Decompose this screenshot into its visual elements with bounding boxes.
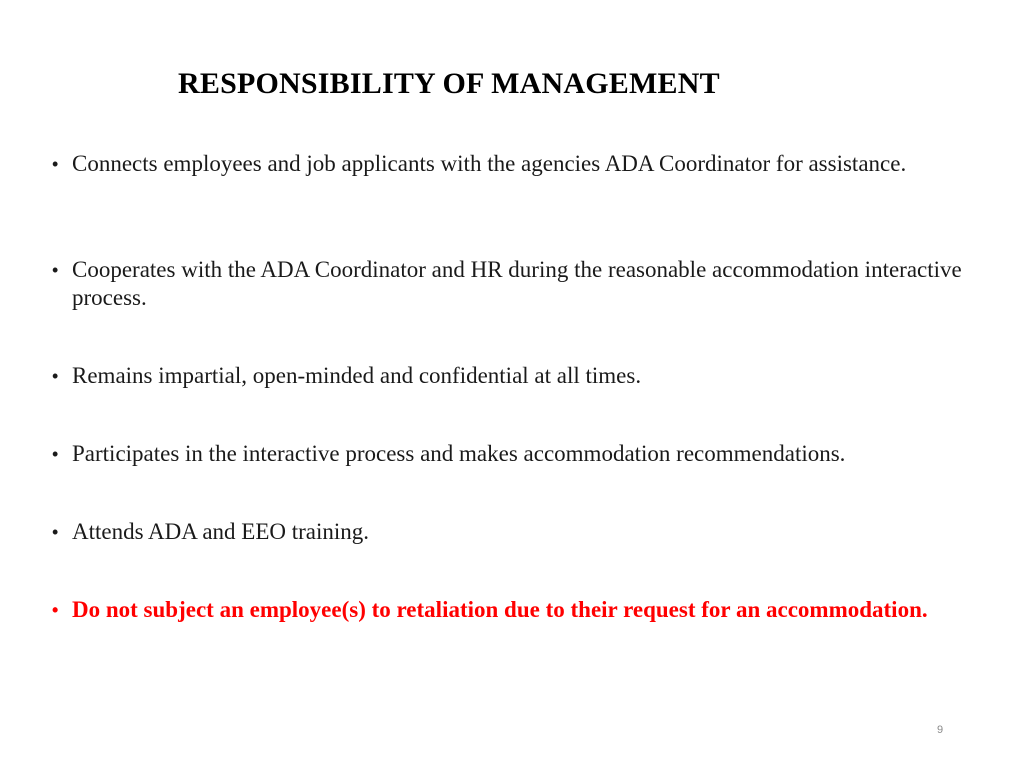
bullet-text: Cooperates with the ADA Coordinator and HR during the reasonable accommodation interactive process. xyxy=(72,257,962,310)
bullet-item xyxy=(52,362,972,390)
bullet-item xyxy=(52,256,972,312)
bullet-text: Attends ADA and EEO training. xyxy=(72,519,370,544)
bullet-icon: • xyxy=(52,154,59,174)
bullet-item xyxy=(52,440,972,468)
bullet-text: Participates in the interactive process and makes accommodation recommendations. xyxy=(72,441,846,466)
slide-title: RESPONSIBILITY OF MANAGEMENT xyxy=(178,67,720,100)
bullet-item xyxy=(52,518,972,546)
bullet-text: Connects employees and job applicants with the agencies ADA Coordinator for assistance. xyxy=(72,151,907,176)
bullet-text-warning: Do not subject an employee(s) to retaliation due to their request for an accommodation. xyxy=(72,597,928,622)
bullet-icon: • xyxy=(52,444,59,464)
bullet-icon: • xyxy=(52,600,59,620)
bullet-icon: • xyxy=(52,260,59,280)
bullet-item-warning xyxy=(52,596,972,624)
bullet-icon: • xyxy=(52,522,59,542)
bullet-item xyxy=(52,150,972,178)
page-number: 9 xyxy=(936,724,944,736)
bullet-text: Remains impartial, open-minded and confidential at all times. xyxy=(72,363,642,388)
bullet-icon: • xyxy=(52,366,59,386)
